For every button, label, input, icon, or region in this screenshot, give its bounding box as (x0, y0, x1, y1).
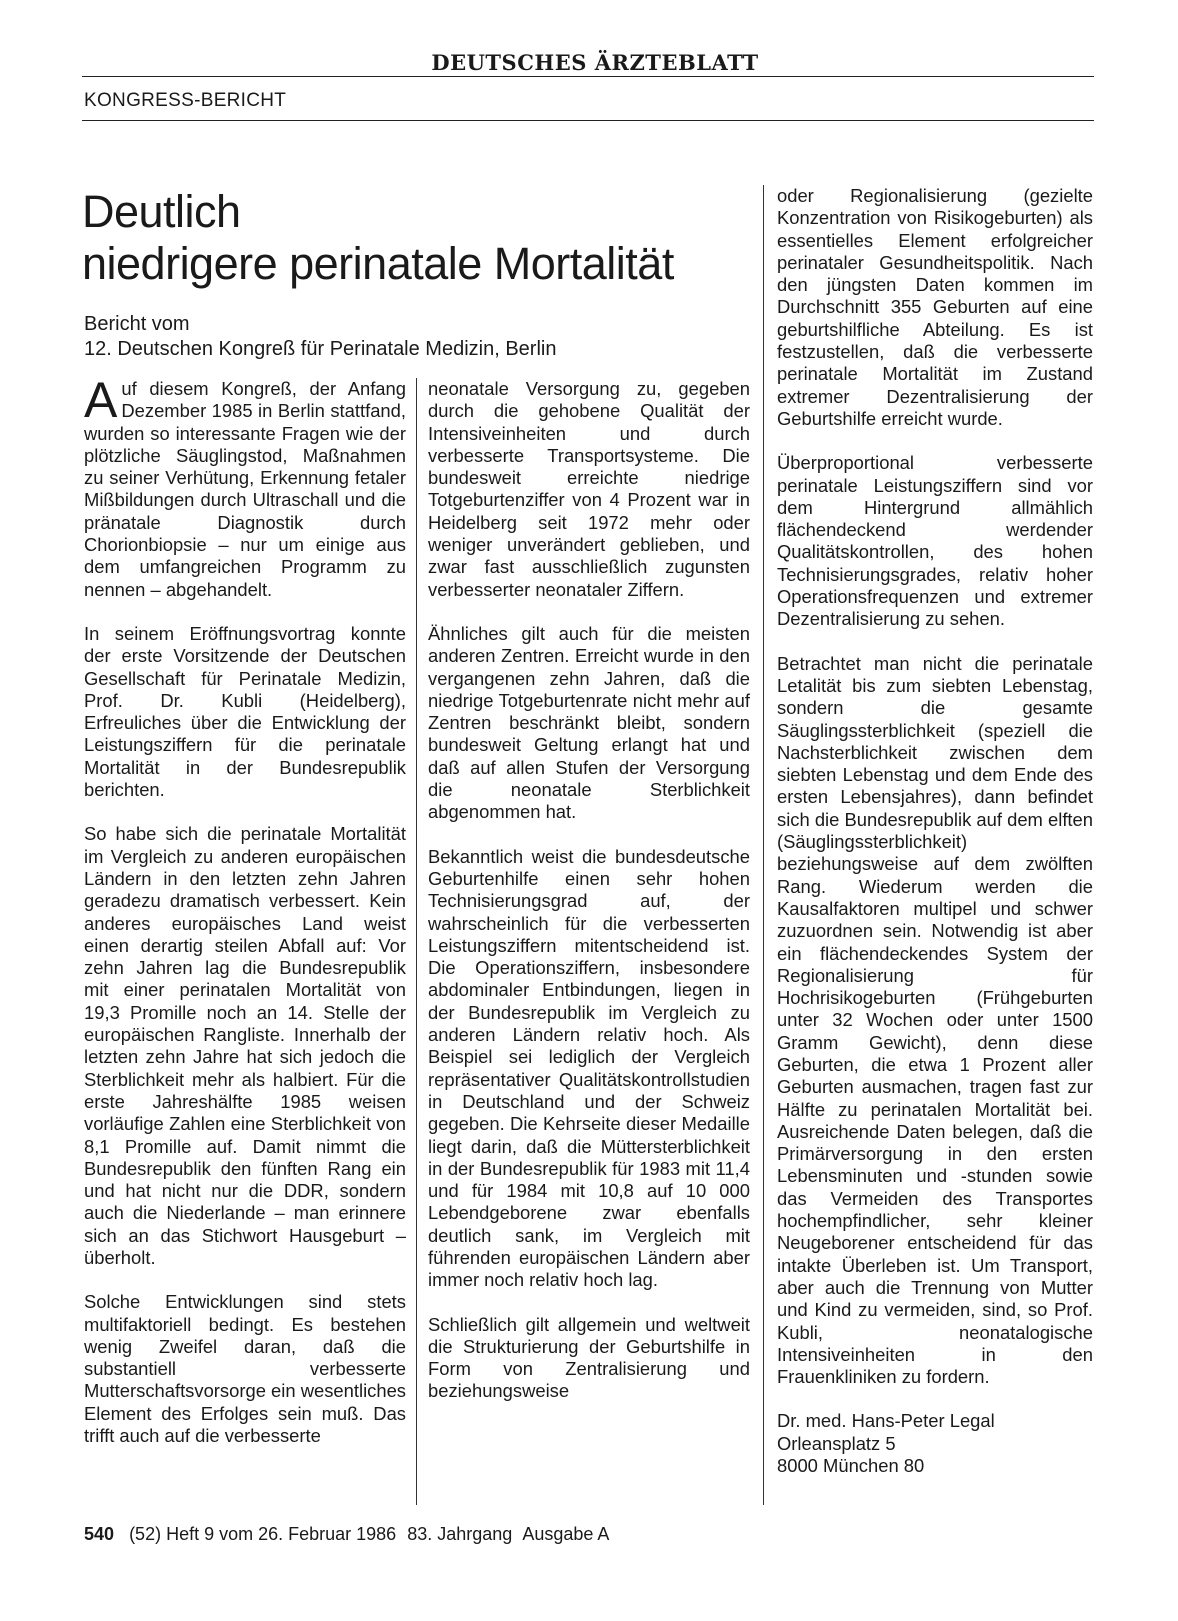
article-column-2 (428, 378, 750, 1403)
masthead-rule (82, 76, 1094, 77)
paragraph: Betrachtet man nicht die perinatale Letalität bis zum siebten Lebenstag, sondern die gesamte Säuglingssterblichkeit (speziell die Nachsterblichkeit zwischen dem siebten Lebenstag und dem Ende des ersten Lebensjahres), dann befindet sich die Bundesrepublik auf dem elften (Säuglingssterblichkeit) beziehungsweise auf dem zwölften Rang. Wiederum werden die Kausalfaktoren multipel und schwer zuzuordnen sein. Notwendig ist aber ein flächendeckendes System der Regionalisierung für Hochrisikogeburten (Frühgeburten unter 32 Wochen oder unter 1500 Gramm Gewicht), denn diese Geburten, die etwa 1 Prozent aller Geburten ausmachen, tragen fast zur Hälfte zu perinatalen Mortalität bei. Ausreichende Daten belegen, daß die Primärversorgung in den ersten Lebensminuten und -stunden sowie das Vermeiden des Transportes hochempfindlicher, sehr kleiner Neugeborener entscheidend für das intakte Überleben ist. Um Transport, aber auch die Trennung von Mutter und Kind zu vermeiden, sind, so Prof. Kubli, neonatalogische Intensiveinheiten in den Frauenkliniken zu fordern. (777, 652, 1093, 1388)
article-column-1 (84, 372, 406, 1447)
paragraph: So habe sich die perinatale Mortalität im Vergleich zu anderen europäischen Ländern in den letzten zehn Jahren geradezu dramatisch verbessert. Kein anderes europäisches Land weist einen derartig steilen Abfall auf: Vor zehn Jahren lag die Bundesrepublik mit einer perinatalen Mortalität von 19,3 Promille noch an 14. Stelle der europäischen Rangliste. Innerhalb der letzten zehn Jahre hat sich jedoch die Sterblichkeit mehr als halbiert. Für die erste Jahreshälfte 1985 weisen vorläufige Zahlen eine Sterblichkeit von 8,1 Promille auf. Damit nimmt die Bundesrepublik den fünften Rang ein und hat nicht nur die DDR, sondern auch die Niederlande – man erinnere sich an das Stichwort Hausgeburt – überholt. (84, 823, 406, 1268)
paragraph: Solche Entwicklungen sind stets multifaktoriell bedingt. Es bestehen wenig Zweifel daran, daß die substantiell verbesserte Mutterschaftsvorsorge ein wesentliches Element des Erfolges sein muß. Das trifft auch auf die verbesserte (84, 1291, 406, 1447)
paragraph: Schließlich gilt allgemein und weltweit die Strukturierung der Geburtshilfe in Form von Zentralisierung und beziehungsweise (428, 1313, 750, 1402)
volume-info: 83. Jahrgang (407, 1524, 513, 1544)
paragraph: Ähnliches gilt auch für die meisten anderen Zentren. Erreicht wurde in den vergangenen zehn Jahren, daß die niedrige Totgeburtenrate nicht mehr auf Zentren beschränkt bleibt, sondern bundesweit Geltung erlangt hat und daß auf allen Stufen der Versorgung die neonatale Sterblichkeit abgenommen hat. (428, 622, 750, 823)
paragraph: In seinem Eröffnungsvortrag konnte der erste Vorsitzende der Deutschen Gesellschaft für Perinatale Medizin, Prof. Dr. Kubli (Heidelberg), Erfreuliches über die Entwicklung der Leistungsziffern für die perinatale Mortalität in der Bundesrepublik berichten. (84, 622, 406, 801)
paragraph-text: uf diesem Kongreß, der Anfang Dezember 1985 in Berlin stattfand, wurden so interessante Fragen wie der plötzliche Säuglingstod, Maßnahmen zu seiner Verhütung, Erkennung fetaler Mißbildungen durch Ultraschall und die pränatale Diagnostik durch Chorionbiopsie – nur um einige aus dem umfangreichen Programm zu nennen – abgehandelt. (84, 378, 406, 600)
paragraph: Bekanntlich weist die bundesdeutsche Geburtenhilfe einen sehr hohen Technisierungsgrad auf, der wahrscheinlich für die verbesserten Leistungsziffern mitentscheidend ist. Die Operationsziffern, insbesondere abdominaler Entbindungen, liegen in der Bundesrepublik im Vergleich zu anderen Ländern relativ hoch. Als Beispiel sei lediglich der Vergleich repräsentativer Qualitätskontrollstudien in Deutschland und der Schweiz gegeben. Die Kehrseite dieser Medaille liegt darin, daß die Müttersterblichkeit in der Bundesrepublik für 1983 mit 11,4 und für 1984 mit 10,8 auf 10 000 Lebendgeborene zwar ebenfalls deutlich sank, im Vergleich mit führenden europäischen Ländern aber immer noch relativ hoch lag. (428, 845, 750, 1291)
title-line-1: Deutlich (82, 186, 241, 237)
column-divider (416, 378, 417, 1505)
page-footer (84, 1524, 615, 1545)
title-line-2: niedrigere perinatale Mortalität (82, 238, 674, 289)
issue-info: (52) Heft 9 vom 26. Februar 1986 (129, 1524, 397, 1544)
paragraph: neonatale Versorgung zu, gegeben durch die gehobene Qualität der Intensiveinheiten und durch verbesserte Transportsysteme. Die bundesweit erreichte niedrige Totgeburtenziffer von 4 Prozent war in Heidelberg seit 1972 mehr oder weniger unverändert geblieben, und zwar fast ausschließlich zugunsten verbesserter neonataler Ziffern. (428, 378, 750, 600)
drop-cap: A (84, 372, 118, 428)
subtitle-line-1: Bericht vom (84, 313, 190, 335)
article-subtitle (84, 312, 764, 362)
article-title (82, 186, 762, 290)
section-rule (82, 120, 1094, 121)
paragraph (84, 372, 406, 601)
author-street: Orleansplatz 5 (777, 1432, 896, 1454)
subtitle-line-2: 12. Deutschen Kongreß für Perinatale Medizin, Berlin (84, 338, 557, 360)
column-divider (763, 185, 764, 1505)
edition-info: Ausgabe A (522, 1524, 610, 1544)
page-number: 540 (84, 1524, 115, 1544)
author-city: 8000 München 80 (777, 1455, 925, 1477)
article-column-3 (777, 185, 1093, 1477)
masthead: DEUTSCHES ÄRZTEBLATT (431, 50, 759, 75)
author-name: Dr. med. Hans-Peter Legal (777, 1410, 995, 1432)
paragraph: Überproportional verbesserte perinatale Leistungsziffern sind vor dem Hintergrund allmählich flächendeckend werdender Qualitätskontrollen, des hohen Technisierungsgrades, relativ hoher Operationsfrequenzen und extremer Dezentralisierung zu sehen. (777, 452, 1093, 630)
section-label: KONGRESS-BERICHT (84, 90, 287, 111)
paragraph: oder Regionalisierung (gezielte Konzentration von Risikogeburten) als essentielles Element erfolgreicher perinataler Gesundheitspolitik. Nach den jüngsten Daten kommen im Durchschnitt 355 Geburten auf eine geburtshilfliche Abteilung. Es ist festzustellen, daß die verbesserte perinatale Mortalität im Zustand extremer Dezentralisierung der Geburtshilfe erreicht wurde. (777, 185, 1093, 429)
